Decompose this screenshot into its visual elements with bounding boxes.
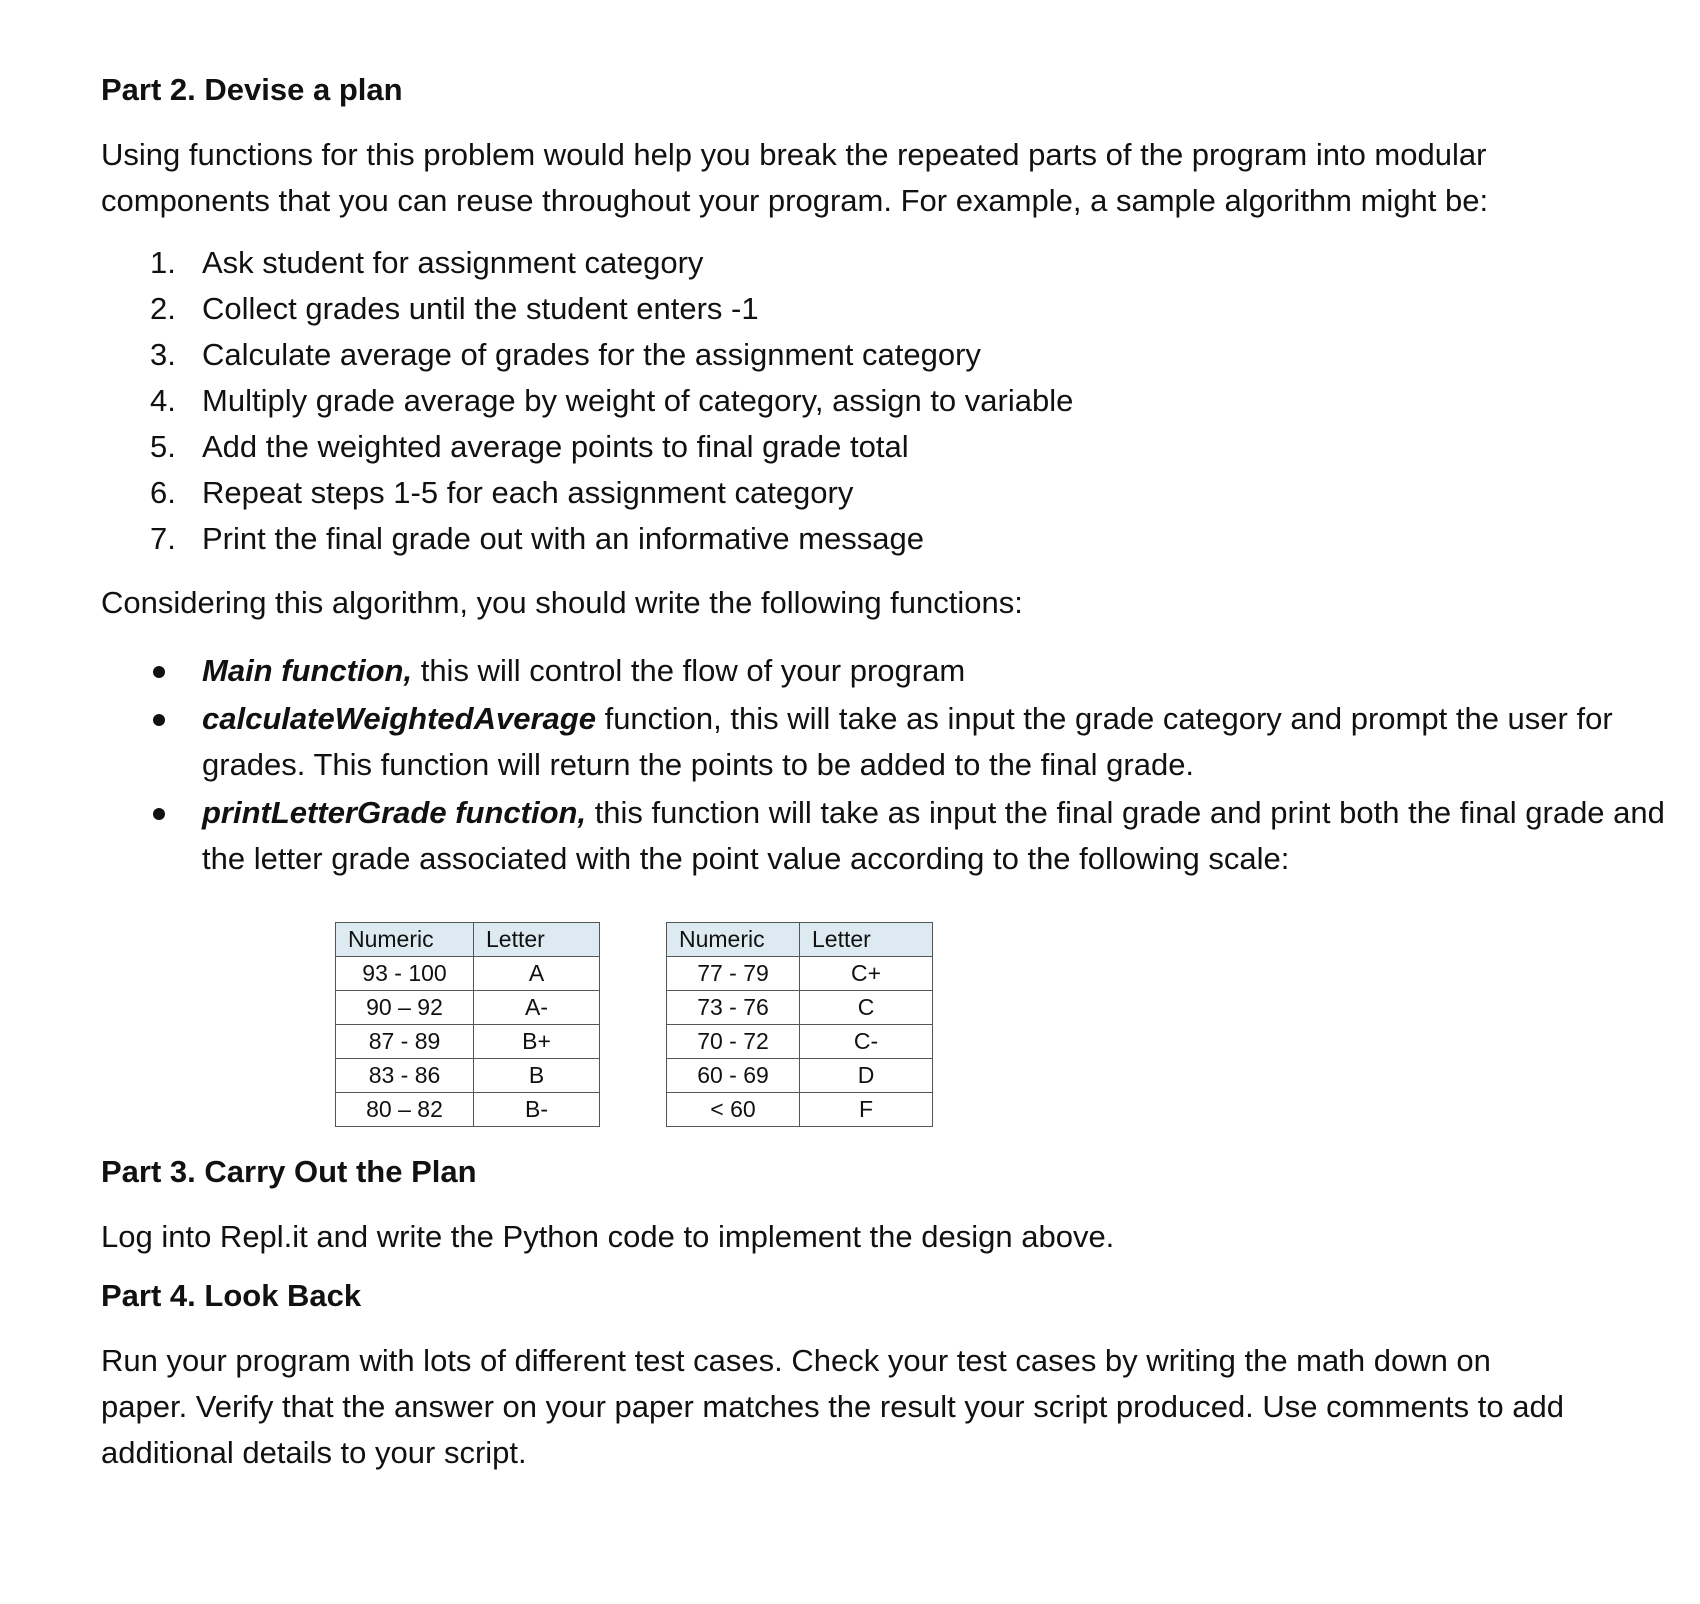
function-name: calculateWeightedAverage: [202, 701, 596, 736]
table-row: [336, 1093, 600, 1127]
column-header: Numeric: [667, 923, 800, 957]
grade-scale-tables: [101, 922, 1601, 1152]
table-cell: 90 – 92: [336, 991, 474, 1025]
part3-heading: Part 3. Carry Out the Plan: [101, 1154, 477, 1189]
table-cell: B+: [474, 1025, 600, 1059]
list-item: [101, 378, 1601, 424]
step-number: 3.: [150, 337, 176, 372]
part4-text: Run your program with lots of different test cases. Check your test cases by writing the math down on paper. Verify that the answer on your paper matches the result your script produced. Use comments to add additional details to your script.: [101, 1343, 1564, 1470]
column-header: Letter: [800, 923, 933, 957]
column-header: Letter: [474, 923, 600, 957]
bullet-icon: [153, 714, 165, 726]
table-cell: A: [474, 957, 600, 991]
list-item: [101, 648, 1601, 694]
table-header-row: [336, 923, 600, 957]
table-cell: 73 - 76: [667, 991, 800, 1025]
table-cell: 77 - 79: [667, 957, 800, 991]
step-number: 7.: [150, 521, 176, 556]
function-name: Main function,: [202, 653, 413, 688]
table-row: [667, 957, 933, 991]
list-item: [101, 424, 1601, 470]
table-cell: 60 - 69: [667, 1059, 800, 1093]
table-row: [667, 1093, 933, 1127]
step-text: Calculate average of grades for the assignment category: [202, 337, 981, 372]
table-cell: 80 – 82: [336, 1093, 474, 1127]
table-cell: 83 - 86: [336, 1059, 474, 1093]
bullet-icon: [153, 666, 165, 678]
list-item: [101, 516, 1601, 562]
table-cell: C-: [800, 1025, 933, 1059]
step-text: Add the weighted average points to final grade total: [202, 429, 909, 464]
function-desc: function, this will take as input the grade category and prompt the user for grades. This function will return the points to be added to the final grade.: [202, 701, 1613, 782]
part2-intro: Using functions for this problem would help you break the repeated parts of the program into modular components that you can reuse throughout your program. For example, a sample algorithm might be:: [101, 137, 1489, 218]
grade-scale-table-left: [335, 922, 600, 1127]
table-row: [336, 1025, 600, 1059]
step-text: Print the final grade out with an informative message: [202, 521, 924, 556]
table-row: [667, 991, 933, 1025]
step-text: Repeat steps 1-5 for each assignment category: [202, 475, 854, 510]
function-name: printLetterGrade function,: [202, 795, 587, 830]
table-header-row: [667, 923, 933, 957]
document-page: [101, 70, 1665, 1476]
step-text: Collect grades until the student enters -1: [202, 291, 759, 326]
table-cell: F: [800, 1093, 933, 1127]
table-cell: < 60: [667, 1093, 800, 1127]
table-row: [336, 1059, 600, 1093]
table-cell: B-: [474, 1093, 600, 1127]
function-desc: this will control the flow of your program: [412, 653, 966, 688]
list-item: [101, 696, 1642, 788]
part3-text: Log into Repl.it and write the Python code to implement the design above.: [101, 1219, 1115, 1254]
considering-text: Considering this algorithm, you should write the following functions:: [101, 585, 1023, 620]
bullet-icon: [153, 808, 165, 820]
step-text: Multiply grade average by weight of category, assign to variable: [202, 383, 1074, 418]
table-cell: A-: [474, 991, 600, 1025]
table-row: [667, 1025, 933, 1059]
list-item: [101, 790, 1682, 882]
list-item: [101, 470, 1601, 516]
grade-scale-table-right: [666, 922, 933, 1127]
list-item: [101, 286, 1601, 332]
step-number: 1.: [150, 245, 176, 280]
step-text: Ask student for assignment category: [202, 245, 704, 280]
algorithm-steps: [101, 240, 1601, 562]
table-cell: 70 - 72: [667, 1025, 800, 1059]
function-list: [101, 648, 1665, 882]
table-cell: D: [800, 1059, 933, 1093]
table-cell: 93 - 100: [336, 957, 474, 991]
table-row: [336, 957, 600, 991]
table-row: [667, 1059, 933, 1093]
table-cell: C+: [800, 957, 933, 991]
table-row: [336, 991, 600, 1025]
list-item: [101, 332, 1601, 378]
part2-heading: Part 2. Devise a plan: [101, 72, 403, 107]
function-desc: this function will take as input the final grade and print both the final grade and the letter grade associated with the point value according to the following scale:: [202, 795, 1665, 876]
table-cell: B: [474, 1059, 600, 1093]
step-number: 2.: [150, 291, 176, 326]
step-number: 6.: [150, 475, 176, 510]
table-cell: C: [800, 991, 933, 1025]
step-number: 4.: [150, 383, 176, 418]
list-item: [101, 240, 1601, 286]
part4-heading: Part 4. Look Back: [101, 1278, 362, 1313]
column-header: Numeric: [336, 923, 474, 957]
step-number: 5.: [150, 429, 176, 464]
table-cell: 87 - 89: [336, 1025, 474, 1059]
